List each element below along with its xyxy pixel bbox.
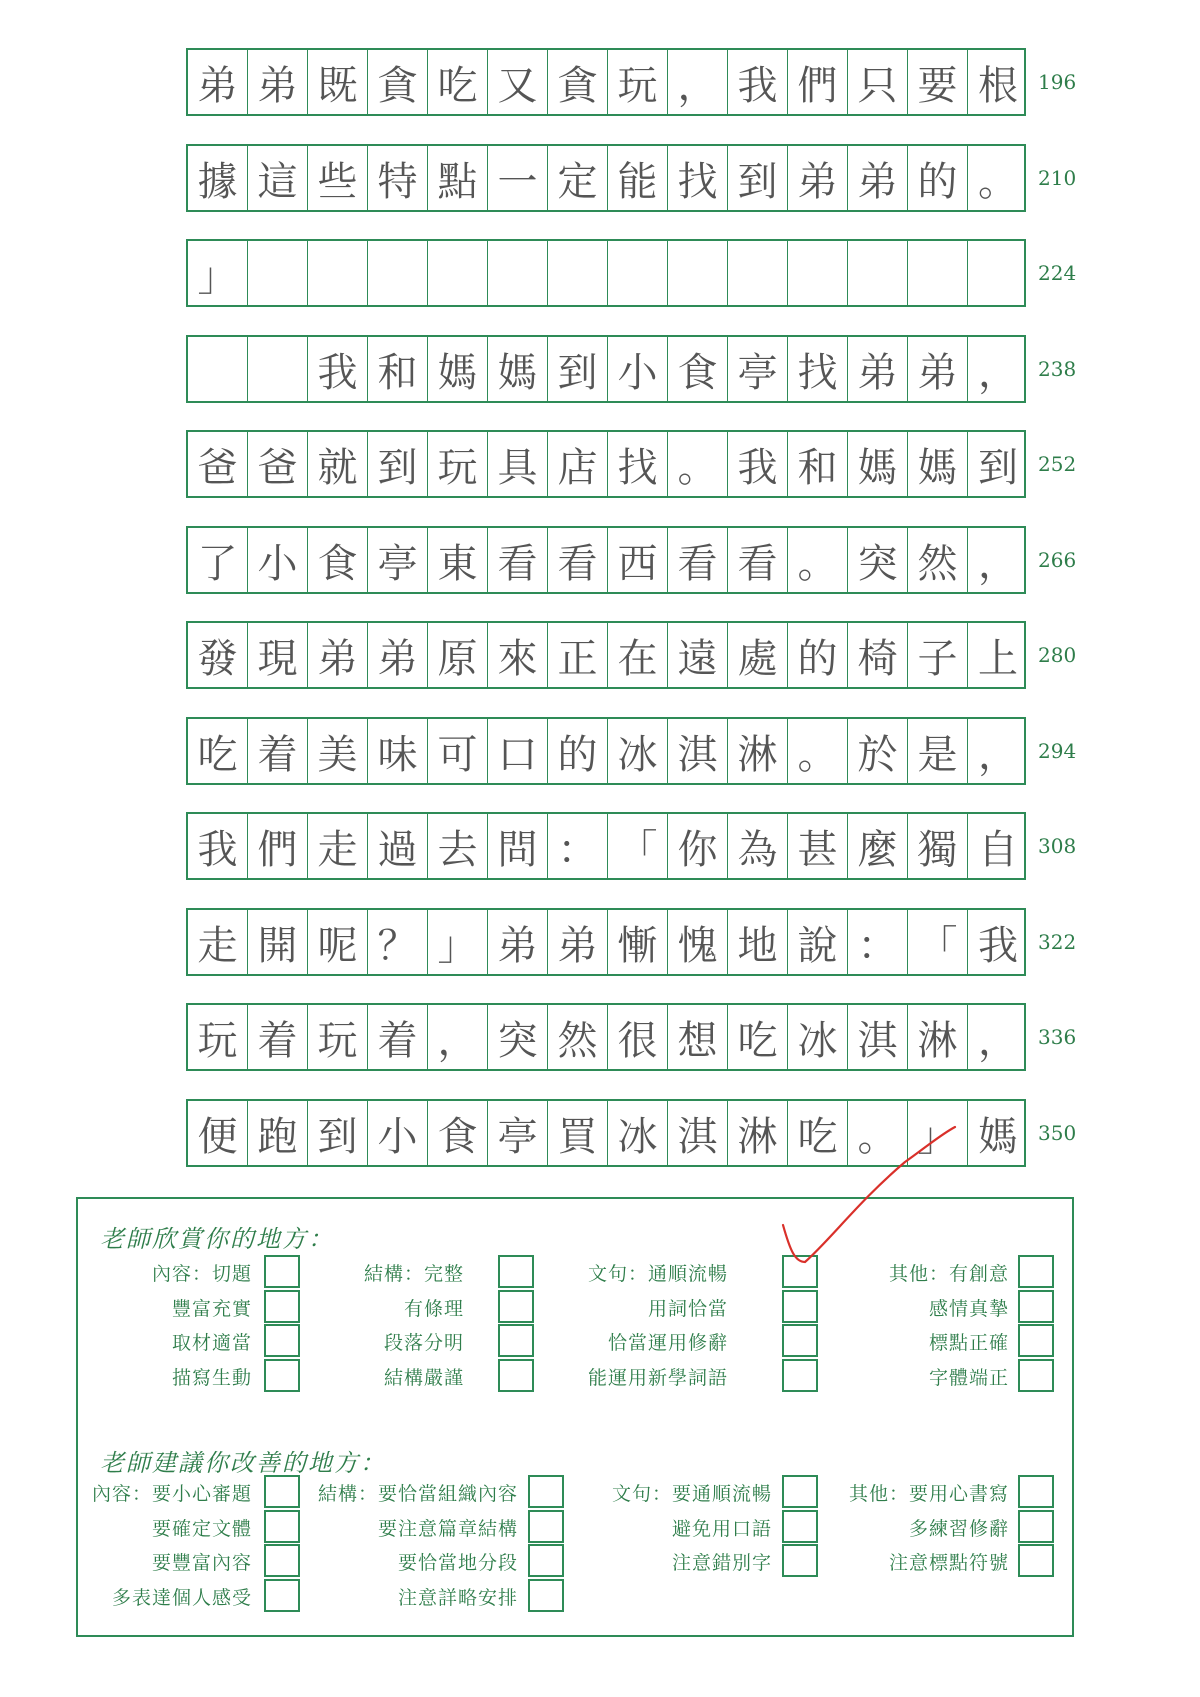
grid-cell: 既 (308, 50, 368, 114)
improve-checkbox[interactable] (264, 1579, 300, 1612)
grid-cell: 玩 (308, 1005, 368, 1069)
grid-cell: 上 (978, 635, 1018, 682)
grid-cell: 着 (368, 1005, 428, 1069)
grid-cell: 根 (978, 62, 1018, 109)
grid-cell: 美 (308, 719, 368, 783)
grid-cell: 發 (188, 623, 248, 687)
grid-cell: 看 (668, 528, 728, 592)
grid-cell: 正 (548, 623, 608, 687)
improve-checkbox[interactable] (528, 1544, 564, 1577)
grid-row (186, 717, 1026, 785)
grid-cell: 了 (188, 528, 248, 592)
grid-cell: 可 (428, 719, 488, 783)
grid-cell: 呢 (308, 910, 368, 974)
grid-cell: 玩 (428, 432, 488, 496)
grid-cell: 吃 (428, 50, 488, 114)
appreciate-checkbox[interactable] (264, 1255, 300, 1288)
grid-cell: 淇 (668, 719, 728, 783)
grid-cell: 麼 (848, 814, 908, 878)
improve-checkbox[interactable] (264, 1510, 300, 1543)
grid-cell: 冰 (608, 1101, 668, 1165)
appreciate-criterion: 段落分明 (383, 1332, 464, 1354)
grid-cell: 媽 (978, 1113, 1018, 1160)
grid-cell: 到 (368, 432, 428, 496)
grid-cell: 找 (788, 337, 848, 401)
grid-cell: ， (668, 50, 728, 114)
grid-cell (368, 241, 428, 305)
appreciate-checkbox[interactable] (498, 1324, 534, 1357)
appreciate-checkbox[interactable] (498, 1359, 534, 1392)
grid-cell: 小 (248, 528, 308, 592)
grid-cell: ， (978, 1017, 1018, 1064)
grid-cell: 獨 (908, 814, 968, 878)
grid-cell: 看 (728, 528, 788, 592)
grid-cell: 爸 (248, 432, 308, 496)
grid-cell: 媽 (428, 337, 488, 401)
grid-row (186, 239, 1026, 307)
grid-cell: 椅 (848, 623, 908, 687)
grid-cell: 這 (248, 146, 308, 210)
grid-cell: ？ (368, 910, 428, 974)
improve-checkbox[interactable] (1018, 1510, 1054, 1543)
grid-cell: 在 (608, 623, 668, 687)
improve-criterion: 要恰當地分段 (397, 1552, 518, 1574)
grid-cell: 要 (908, 50, 968, 114)
improve-criterion: 要注意篇章結構 (377, 1518, 518, 1540)
improve-criterion: 其他：要用心書寫 (848, 1483, 1009, 1505)
grid-cell: 食 (428, 1101, 488, 1165)
grid-cell: 看 (488, 528, 548, 592)
grid-cell: 吃 (788, 1101, 848, 1165)
improve-checkbox[interactable] (782, 1475, 818, 1508)
grid-cell: 愧 (668, 910, 728, 974)
appreciate-criterion: 恰當運用修辭 (607, 1332, 728, 1354)
grid-cell: 媽 (848, 432, 908, 496)
character-count: 210 (1038, 166, 1077, 190)
grid-cell: 弟 (908, 337, 968, 401)
grid-cell: 現 (248, 623, 308, 687)
grid-cell: 自 (978, 826, 1018, 873)
appreciate-criterion: 其他：有創意 (888, 1263, 1009, 1285)
appreciate-checkbox[interactable] (782, 1255, 818, 1288)
grid-cell: 弟 (788, 146, 848, 210)
grid-cell: 又 (488, 50, 548, 114)
grid-cell: 。 (788, 528, 848, 592)
character-count: 252 (1038, 452, 1077, 476)
grid-cell: 東 (428, 528, 488, 592)
grid-cell: 媽 (908, 432, 968, 496)
grid-cell: 弟 (848, 337, 908, 401)
improve-criterion: 注意標點符號 (888, 1552, 1009, 1574)
grid-cell: 子 (908, 623, 968, 687)
character-count: 294 (1038, 739, 1077, 763)
improve-checkbox[interactable] (1018, 1475, 1054, 1508)
grid-cell: 小 (368, 1101, 428, 1165)
character-count: 224 (1038, 261, 1077, 285)
appreciate-criterion: 標點正確 (928, 1332, 1009, 1354)
improve-criterion: 要豐富內容 (151, 1552, 252, 1574)
appreciate-criterion: 結構：完整 (363, 1263, 464, 1285)
grid-row (186, 621, 1026, 689)
grid-cell: 我 (978, 922, 1018, 969)
grid-cell: 我 (188, 814, 248, 878)
appreciate-criterion: 字體端正 (928, 1367, 1009, 1389)
grid-cell: 淇 (668, 1101, 728, 1165)
grid-cell: 然 (548, 1005, 608, 1069)
grid-cell (728, 241, 788, 305)
grid-cell: 淋 (728, 719, 788, 783)
grid-cell: 淋 (728, 1101, 788, 1165)
improve-criterion: 注意錯別字 (671, 1552, 772, 1574)
grid-cell: 媽 (488, 337, 548, 401)
improve-checkbox[interactable] (264, 1544, 300, 1577)
grid-cell: 說 (788, 910, 848, 974)
grid-cell: 便 (188, 1101, 248, 1165)
grid-cell: 」 (428, 910, 488, 974)
grid-cell (848, 241, 908, 305)
character-count: 280 (1038, 643, 1077, 667)
grid-cell: 找 (668, 146, 728, 210)
grid-cell: 貪 (368, 50, 428, 114)
grid-cell (548, 241, 608, 305)
grid-cell (248, 337, 308, 401)
grid-cell: 突 (848, 528, 908, 592)
improve-title: 老師建議你改善的地方： (100, 1449, 386, 1477)
grid-cell: ， (978, 349, 1018, 396)
appreciate-checkbox[interactable] (1018, 1255, 1054, 1288)
grid-cell: 就 (308, 432, 368, 496)
grid-cell: 的 (908, 146, 968, 210)
grid-cell: 味 (368, 719, 428, 783)
grid-cell: 淋 (908, 1005, 968, 1069)
grid-cell (968, 241, 1028, 305)
grid-cell: 走 (188, 910, 248, 974)
appreciate-checkbox[interactable] (1018, 1290, 1054, 1323)
appreciate-criterion: 取材適當 (171, 1332, 252, 1354)
grid-cell: 們 (788, 50, 848, 114)
grid-cell: 」 (188, 241, 248, 305)
grid-cell: 買 (548, 1101, 608, 1165)
grid-row (186, 812, 1026, 880)
grid-cell: 亭 (368, 528, 428, 592)
grid-cell: 的 (788, 623, 848, 687)
appreciate-criterion: 有條理 (403, 1298, 464, 1320)
grid-row (186, 1099, 1026, 1167)
grid-cell: ： (848, 910, 908, 974)
grid-cell (308, 241, 368, 305)
grid-cell: ： (548, 814, 608, 878)
grid-cell: 只 (848, 50, 908, 114)
appreciate-checkbox[interactable] (782, 1324, 818, 1357)
grid-cell: 」 (908, 1101, 968, 1165)
grid-cell: 的 (548, 719, 608, 783)
grid-row (186, 335, 1026, 403)
grid-cell: 「 (608, 814, 668, 878)
improve-criterion: 要確定文體 (151, 1518, 252, 1540)
grid-cell: 。 (848, 1101, 908, 1165)
improve-criterion: 多表達個人感受 (111, 1587, 252, 1609)
grid-cell (188, 337, 248, 401)
grid-cell: 我 (308, 337, 368, 401)
appreciate-criterion: 感情真摯 (928, 1298, 1009, 1320)
improve-checkbox[interactable] (782, 1510, 818, 1543)
grid-cell (788, 241, 848, 305)
character-count: 238 (1038, 357, 1077, 381)
appreciate-title: 老師欣賞你的地方： (100, 1225, 334, 1253)
improve-criterion: 內容：要小心審題 (91, 1483, 252, 1505)
grid-cell: 遠 (668, 623, 728, 687)
appreciate-checkbox[interactable] (498, 1255, 534, 1288)
grid-cell: 過 (368, 814, 428, 878)
grid-cell: 淇 (848, 1005, 908, 1069)
appreciate-criterion: 豐富充實 (171, 1298, 252, 1320)
improve-checkbox[interactable] (528, 1475, 564, 1508)
grid-cell: 點 (428, 146, 488, 210)
grid-cell: 口 (488, 719, 548, 783)
grid-cell: 開 (248, 910, 308, 974)
grid-cell: 亭 (728, 337, 788, 401)
grid-cell (608, 241, 668, 305)
grid-cell: 玩 (188, 1005, 248, 1069)
grid-cell (668, 241, 728, 305)
grid-cell: 一 (488, 146, 548, 210)
character-count: 350 (1038, 1121, 1077, 1145)
grid-row (186, 526, 1026, 594)
appreciate-checkbox[interactable] (264, 1359, 300, 1392)
grid-cell (488, 241, 548, 305)
grid-cell: 食 (308, 528, 368, 592)
grid-row (186, 430, 1026, 498)
grid-cell (428, 241, 488, 305)
appreciate-criterion: 文句：通順流暢 (587, 1263, 728, 1285)
grid-cell: ， (978, 731, 1018, 778)
grid-cell: 店 (548, 432, 608, 496)
appreciate-criterion: 結構嚴謹 (383, 1367, 464, 1389)
grid-cell: 玩 (608, 50, 668, 114)
grid-cell: 為 (728, 814, 788, 878)
grid-cell: 我 (728, 432, 788, 496)
grid-cell: 西 (608, 528, 668, 592)
grid-cell: 跑 (248, 1101, 308, 1165)
grid-cell: 吃 (728, 1005, 788, 1069)
improve-checkbox[interactable] (782, 1544, 818, 1577)
grid-cell: 弟 (188, 50, 248, 114)
grid-cell: 走 (308, 814, 368, 878)
appreciate-checkbox[interactable] (782, 1359, 818, 1392)
improve-checkbox[interactable] (264, 1475, 300, 1508)
grid-cell: 爸 (188, 432, 248, 496)
improve-checkbox[interactable] (528, 1579, 564, 1612)
grid-cell: 據 (188, 146, 248, 210)
grid-cell: 着 (248, 719, 308, 783)
grid-cell: 貪 (548, 50, 608, 114)
character-count: 266 (1038, 548, 1077, 572)
improve-checkbox[interactable] (1018, 1544, 1054, 1577)
grid-cell: 。 (978, 158, 1018, 205)
grid-row (186, 144, 1026, 212)
grid-row (186, 48, 1026, 116)
grid-cell: 突 (488, 1005, 548, 1069)
grid-cell: 亭 (488, 1101, 548, 1165)
grid-cell: 到 (308, 1101, 368, 1165)
grid-cell (908, 241, 968, 305)
grid-cell: 很 (608, 1005, 668, 1069)
grid-cell: 找 (608, 432, 668, 496)
grid-row (186, 908, 1026, 976)
grid-cell: 你 (668, 814, 728, 878)
grid-cell: 。 (788, 719, 848, 783)
grid-cell: 到 (728, 146, 788, 210)
grid-cell: 冰 (608, 719, 668, 783)
appreciate-criterion: 內容：切題 (151, 1263, 252, 1285)
grid-cell: 具 (488, 432, 548, 496)
improve-criterion: 結構：要恰當組織內容 (317, 1483, 518, 1505)
grid-cell: 慚 (608, 910, 668, 974)
grid-cell: 特 (368, 146, 428, 210)
appreciate-checkbox[interactable] (1018, 1324, 1054, 1357)
character-count: 322 (1038, 930, 1077, 954)
grid-cell: 能 (608, 146, 668, 210)
improve-criterion: 注意詳略安排 (397, 1587, 518, 1609)
grid-row (186, 1003, 1026, 1071)
grid-cell: 弟 (848, 146, 908, 210)
grid-cell: 。 (668, 432, 728, 496)
appreciate-checkbox[interactable] (264, 1324, 300, 1357)
grid-cell: 原 (428, 623, 488, 687)
grid-cell: 些 (308, 146, 368, 210)
improve-criterion: 避免用口語 (671, 1518, 772, 1540)
grid-cell: 小 (608, 337, 668, 401)
grid-cell: 弟 (488, 910, 548, 974)
grid-cell: 看 (548, 528, 608, 592)
appreciate-checkbox[interactable] (264, 1290, 300, 1323)
improve-criterion: 多練習修辭 (908, 1518, 1009, 1540)
grid-cell (248, 241, 308, 305)
appreciate-criterion: 描寫生動 (171, 1367, 252, 1389)
grid-cell: 食 (668, 337, 728, 401)
grid-cell: 「 (908, 910, 968, 974)
character-count: 308 (1038, 834, 1077, 858)
appreciate-checkbox[interactable] (498, 1290, 534, 1323)
grid-cell: 到 (978, 444, 1018, 491)
grid-cell: 處 (728, 623, 788, 687)
grid-cell: 們 (248, 814, 308, 878)
grid-cell: 着 (248, 1005, 308, 1069)
grid-cell: 去 (428, 814, 488, 878)
grid-cell: 弟 (248, 50, 308, 114)
grid-cell: 是 (908, 719, 968, 783)
grid-cell: 弟 (548, 910, 608, 974)
character-count: 336 (1038, 1025, 1077, 1049)
grid-cell: 到 (548, 337, 608, 401)
grid-cell: 問 (488, 814, 548, 878)
appreciate-checkbox[interactable] (782, 1290, 818, 1323)
grid-cell: 我 (728, 50, 788, 114)
appreciate-criterion: 用詞恰當 (647, 1298, 728, 1320)
grid-cell: 定 (548, 146, 608, 210)
grid-cell: 冰 (788, 1005, 848, 1069)
teacher-feedback-panel (76, 1197, 1074, 1637)
grid-cell: 和 (368, 337, 428, 401)
grid-cell: 想 (668, 1005, 728, 1069)
grid-cell: 吃 (188, 719, 248, 783)
improve-criterion: 文句：要通順流暢 (611, 1483, 772, 1505)
grid-cell: 弟 (308, 623, 368, 687)
grid-cell: 和 (788, 432, 848, 496)
improve-checkbox[interactable] (528, 1510, 564, 1543)
appreciate-criterion: 能運用新學詞語 (587, 1367, 728, 1389)
grid-cell: ， (428, 1005, 488, 1069)
grid-cell: 來 (488, 623, 548, 687)
grid-cell: 甚 (788, 814, 848, 878)
grid-cell: 於 (848, 719, 908, 783)
grid-cell: ， (978, 540, 1018, 587)
grid-cell: 地 (728, 910, 788, 974)
appreciate-checkbox[interactable] (1018, 1359, 1054, 1392)
character-count: 196 (1038, 70, 1077, 94)
grid-cell: 然 (908, 528, 968, 592)
grid-cell: 弟 (368, 623, 428, 687)
